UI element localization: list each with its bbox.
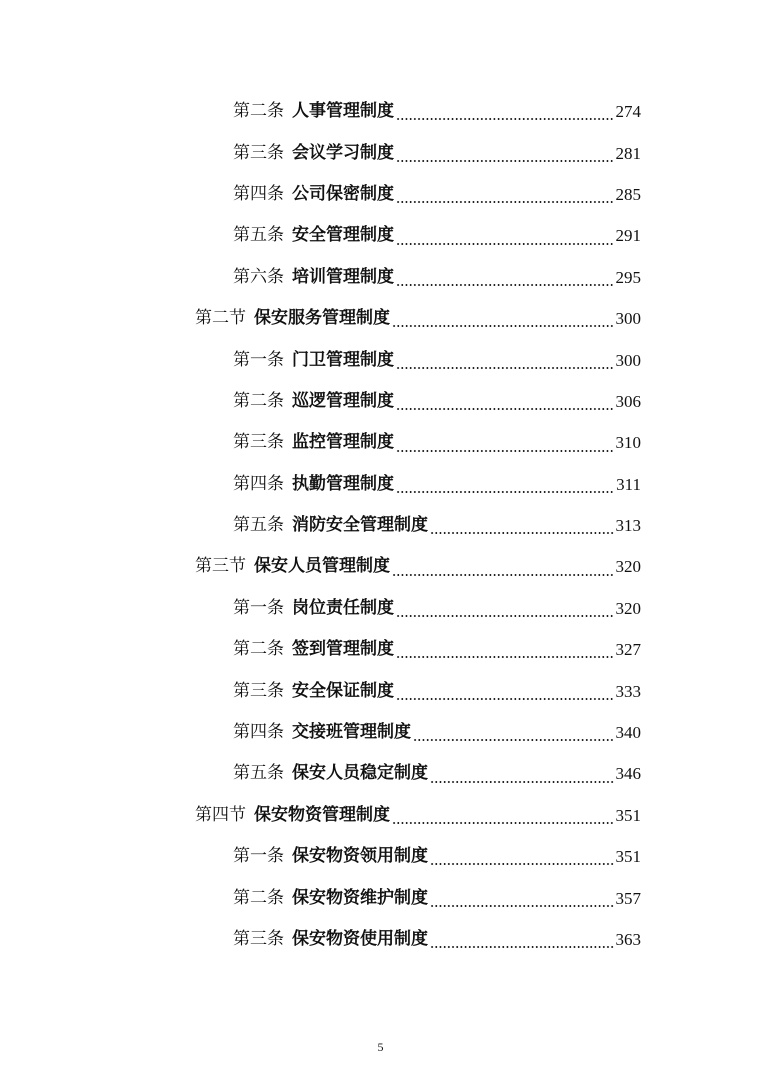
toc-entry[interactable] xyxy=(0,464,761,505)
toc-entry-title: 交接班管理制度 xyxy=(292,722,411,743)
toc-entry-number: 第二条 xyxy=(233,887,284,908)
toc-entry-page: 351 xyxy=(615,805,641,825)
toc-leader-dots xyxy=(430,863,614,865)
table-of-contents xyxy=(0,91,761,960)
toc-entry-number: 第三条 xyxy=(233,929,284,949)
toc-leader-dots xyxy=(396,615,614,617)
toc-entry[interactable] xyxy=(0,91,761,132)
toc-entry-number: 第四条 xyxy=(233,722,284,743)
toc-entry[interactable] xyxy=(0,215,761,256)
toc-entry-number: 第一条 xyxy=(233,597,284,618)
toc-entry-page: 285 xyxy=(615,184,641,204)
toc-entry-number: 第六条 xyxy=(233,266,284,287)
toc-leader-dots xyxy=(396,656,614,658)
toc-leader-dots xyxy=(430,946,614,948)
toc-section-entry[interactable] xyxy=(0,795,761,836)
toc-entry-number: 第五条 xyxy=(233,515,284,536)
toc-leader-dots xyxy=(430,781,614,783)
toc-entry[interactable] xyxy=(0,381,761,422)
toc-entry-title: 保安物资领用制度 xyxy=(292,846,428,867)
toc-entry-title: 公司保密制度 xyxy=(292,183,394,204)
toc-entry-page: 274 xyxy=(615,102,641,122)
toc-entry-title: 保安物资维护制度 xyxy=(292,887,428,908)
toc-entry-page: 327 xyxy=(615,640,641,660)
toc-entry[interactable] xyxy=(0,670,761,711)
toc-entry-page: 357 xyxy=(615,888,641,908)
toc-entry[interactable] xyxy=(0,919,761,960)
toc-leader-dots xyxy=(396,160,614,162)
toc-entry-title: 会议学习制度 xyxy=(292,142,394,163)
toc-entry-page: 346 xyxy=(615,764,641,784)
toc-entry-number: 第一条 xyxy=(233,846,284,867)
toc-entry-page: 291 xyxy=(615,226,641,246)
toc-leader-dots xyxy=(396,118,614,120)
toc-entry-page: 300 xyxy=(615,350,641,370)
toc-entry-page: 311 xyxy=(616,474,641,494)
toc-entry-page: 313 xyxy=(615,516,641,536)
toc-entry-number: 第二条 xyxy=(233,101,284,122)
toc-entry-number: 第二节 xyxy=(195,308,246,329)
toc-entry-number: 第三条 xyxy=(233,142,284,163)
toc-entry[interactable] xyxy=(0,174,761,215)
toc-entry[interactable] xyxy=(0,422,761,463)
toc-entry[interactable] xyxy=(0,877,761,918)
toc-entry-page: 281 xyxy=(615,143,641,163)
toc-entry-number: 第四条 xyxy=(233,183,284,204)
toc-entry-page: 306 xyxy=(615,391,641,411)
toc-entry-title: 保安物资使用制度 xyxy=(292,929,428,949)
toc-entry-title: 保安服务管理制度 xyxy=(254,308,390,329)
toc-leader-dots xyxy=(396,284,614,286)
toc-entry-number: 第四条 xyxy=(233,473,284,494)
toc-entry-page: 310 xyxy=(615,433,641,453)
toc-leader-dots xyxy=(392,325,614,327)
toc-entry-page: 363 xyxy=(615,930,641,949)
toc-leader-dots xyxy=(396,491,614,493)
toc-leader-dots xyxy=(413,739,614,741)
toc-leader-dots xyxy=(396,408,614,410)
toc-entry-number: 第三条 xyxy=(233,680,284,701)
toc-entry-number: 第二条 xyxy=(233,390,284,411)
toc-entry[interactable] xyxy=(0,505,761,546)
toc-section-entry[interactable] xyxy=(0,546,761,587)
toc-leader-dots xyxy=(396,698,614,700)
toc-entry-title: 监控管理制度 xyxy=(292,432,394,453)
toc-leader-dots xyxy=(396,201,614,203)
toc-entry-title: 人事管理制度 xyxy=(292,101,394,122)
toc-leader-dots xyxy=(430,905,614,907)
toc-entry-title: 门卫管理制度 xyxy=(292,349,394,370)
toc-entry-title: 保安物资管理制度 xyxy=(254,804,390,825)
toc-entry[interactable] xyxy=(0,588,761,629)
toc-entry-number: 第五条 xyxy=(233,763,284,784)
toc-entry-page: 295 xyxy=(615,267,641,287)
toc-entry-page: 320 xyxy=(615,557,641,577)
toc-entry[interactable] xyxy=(0,712,761,753)
toc-entry[interactable] xyxy=(0,132,761,173)
toc-entry-title: 安全保证制度 xyxy=(292,680,394,701)
toc-entry-number: 第二条 xyxy=(233,639,284,660)
toc-entry[interactable] xyxy=(0,257,761,298)
toc-entry-page: 300 xyxy=(615,309,641,329)
page-number: 5 xyxy=(377,1040,384,1054)
toc-entry-title: 保安人员管理制度 xyxy=(254,556,390,577)
toc-entry[interactable] xyxy=(0,339,761,380)
toc-leader-dots xyxy=(430,532,614,534)
toc-entry-page: 333 xyxy=(615,681,641,701)
toc-entry-title: 岗位责任制度 xyxy=(292,597,394,618)
toc-entry-title: 培训管理制度 xyxy=(292,266,394,287)
toc-entry-title: 保安人员稳定制度 xyxy=(292,763,428,784)
toc-entry[interactable] xyxy=(0,629,761,670)
toc-leader-dots xyxy=(392,574,614,576)
toc-entry-number: 第三节 xyxy=(195,556,246,577)
toc-entry-title: 安全管理制度 xyxy=(292,225,394,246)
toc-entry-number: 第三条 xyxy=(233,432,284,453)
toc-entry[interactable] xyxy=(0,753,761,794)
toc-leader-dots xyxy=(392,822,614,824)
toc-leader-dots xyxy=(396,450,614,452)
toc-entry-page: 340 xyxy=(615,723,641,743)
toc-leader-dots xyxy=(396,243,614,245)
toc-entry[interactable] xyxy=(0,836,761,877)
toc-entry-title: 执勤管理制度 xyxy=(292,473,394,494)
toc-section-entry[interactable] xyxy=(0,298,761,339)
toc-entry-page: 351 xyxy=(615,847,641,867)
toc-entry-number: 第五条 xyxy=(233,225,284,246)
toc-leader-dots xyxy=(396,367,614,369)
toc-entry-title: 消防安全管理制度 xyxy=(292,515,428,536)
toc-entry-number: 第四节 xyxy=(195,804,246,825)
toc-entry-title: 巡逻管理制度 xyxy=(292,390,394,411)
toc-entry-title: 签到管理制度 xyxy=(292,639,394,660)
toc-entry-number: 第一条 xyxy=(233,349,284,370)
toc-entry-page: 320 xyxy=(615,598,641,618)
